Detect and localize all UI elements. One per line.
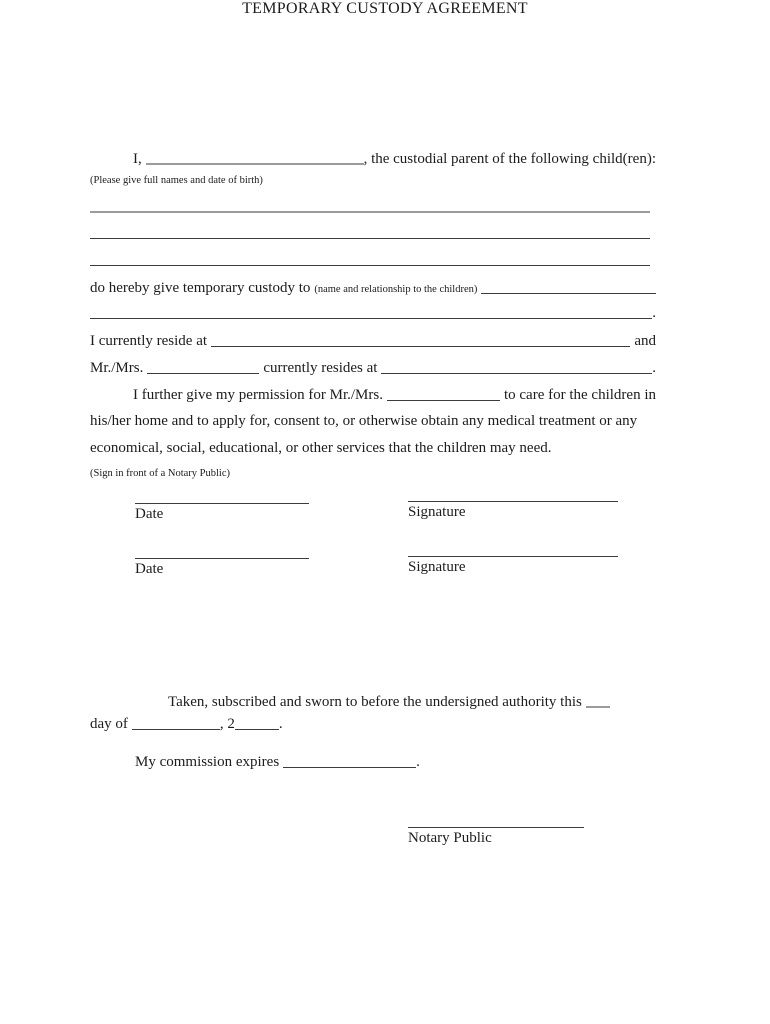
fill-custodian-name[interactable] xyxy=(481,281,656,294)
fill-commission-expiry[interactable] xyxy=(283,755,416,768)
date-line-1[interactable] xyxy=(135,489,309,504)
reside-post-text: and xyxy=(634,333,656,349)
sworn-day-of-text: day of xyxy=(90,716,128,732)
custody-clause-text: do hereby give temporary custody to xyxy=(90,280,311,296)
custody-clause-note: (name and relationship to the children) xyxy=(314,284,478,295)
sworn-period: . xyxy=(278,716,283,732)
fill-year[interactable] xyxy=(235,717,279,730)
date-block-1 xyxy=(135,489,309,523)
mr-mrs-line xyxy=(90,359,656,377)
fill-month[interactable] xyxy=(132,717,220,730)
notary-public-block xyxy=(408,813,584,847)
reside-pre-text: I currently reside at xyxy=(90,333,208,349)
date-line-2[interactable] xyxy=(135,544,309,559)
signature-line-2[interactable] xyxy=(408,542,618,557)
permission-cont-line-2: economical, social, educational, or other services that the children may need. xyxy=(90,440,552,456)
mr-mrs-pre-text: Mr./Mrs. xyxy=(90,360,144,376)
children-names-line-1[interactable] xyxy=(90,197,650,213)
intro-line xyxy=(90,149,656,168)
sworn-text: Taken, subscribed and sworn to before the undersigned authority this xyxy=(168,694,582,710)
permission-post-text: to care for the children in xyxy=(503,387,656,403)
signature-block-1 xyxy=(408,487,618,521)
fill-custodial-parent-address[interactable] xyxy=(211,334,630,347)
permission-pre-text: I further give my permission for Mr./Mrs. xyxy=(133,387,383,403)
children-names-line-2[interactable] xyxy=(90,224,650,239)
fill-custodian-name-continued[interactable] xyxy=(90,306,652,319)
sworn-year-prefix: , 2 xyxy=(219,716,235,732)
commission-period: . xyxy=(416,754,420,770)
mr-mrs-mid-text: currently resides at xyxy=(263,360,378,376)
signature-line-1[interactable] xyxy=(408,487,618,502)
custody-line-period: . xyxy=(652,305,656,321)
notary-note: (Sign in front of a Notary Public) xyxy=(90,468,230,479)
signature-label-2: Signature xyxy=(408,559,466,575)
document-title: TEMPORARY CUSTODY AGREEMENT xyxy=(242,0,528,17)
date-label-1: Date xyxy=(135,506,164,522)
custody-clause-cont-line xyxy=(90,304,656,322)
signature-block-2 xyxy=(408,542,618,576)
signature-label-1: Signature xyxy=(408,504,466,520)
intro-post-text: , the custodial parent of the following child(ren): xyxy=(363,151,656,167)
permission-cont-line-1: his/her home and to apply for, consent to, or otherwise obtain any medical treatment or any xyxy=(90,413,638,429)
custody-clause-line xyxy=(90,279,656,297)
children-names-line-3[interactable] xyxy=(90,251,650,266)
sworn-line-1 xyxy=(90,692,656,711)
notary-public-label: Notary Public xyxy=(408,830,492,846)
children-note: (Please give full names and date of birth) xyxy=(90,175,263,186)
fill-custodian-address[interactable] xyxy=(381,361,652,374)
fill-permission-mr-mrs-name[interactable] xyxy=(387,388,500,401)
date-label-2: Date xyxy=(135,561,164,577)
notary-public-signature-line[interactable] xyxy=(408,813,584,828)
intro-pre-text: I, xyxy=(133,151,142,167)
reside-line xyxy=(90,332,656,350)
date-block-2 xyxy=(135,544,309,578)
sworn-line-2 xyxy=(90,715,656,733)
fill-mr-mrs-name[interactable] xyxy=(147,361,259,374)
commission-text: My commission expires xyxy=(135,754,280,770)
permission-line xyxy=(90,386,656,404)
fill-day-number[interactable] xyxy=(586,694,610,708)
commission-line xyxy=(135,753,566,771)
fill-custodial-parent-name[interactable] xyxy=(146,151,364,165)
mr-mrs-period: . xyxy=(652,360,656,376)
